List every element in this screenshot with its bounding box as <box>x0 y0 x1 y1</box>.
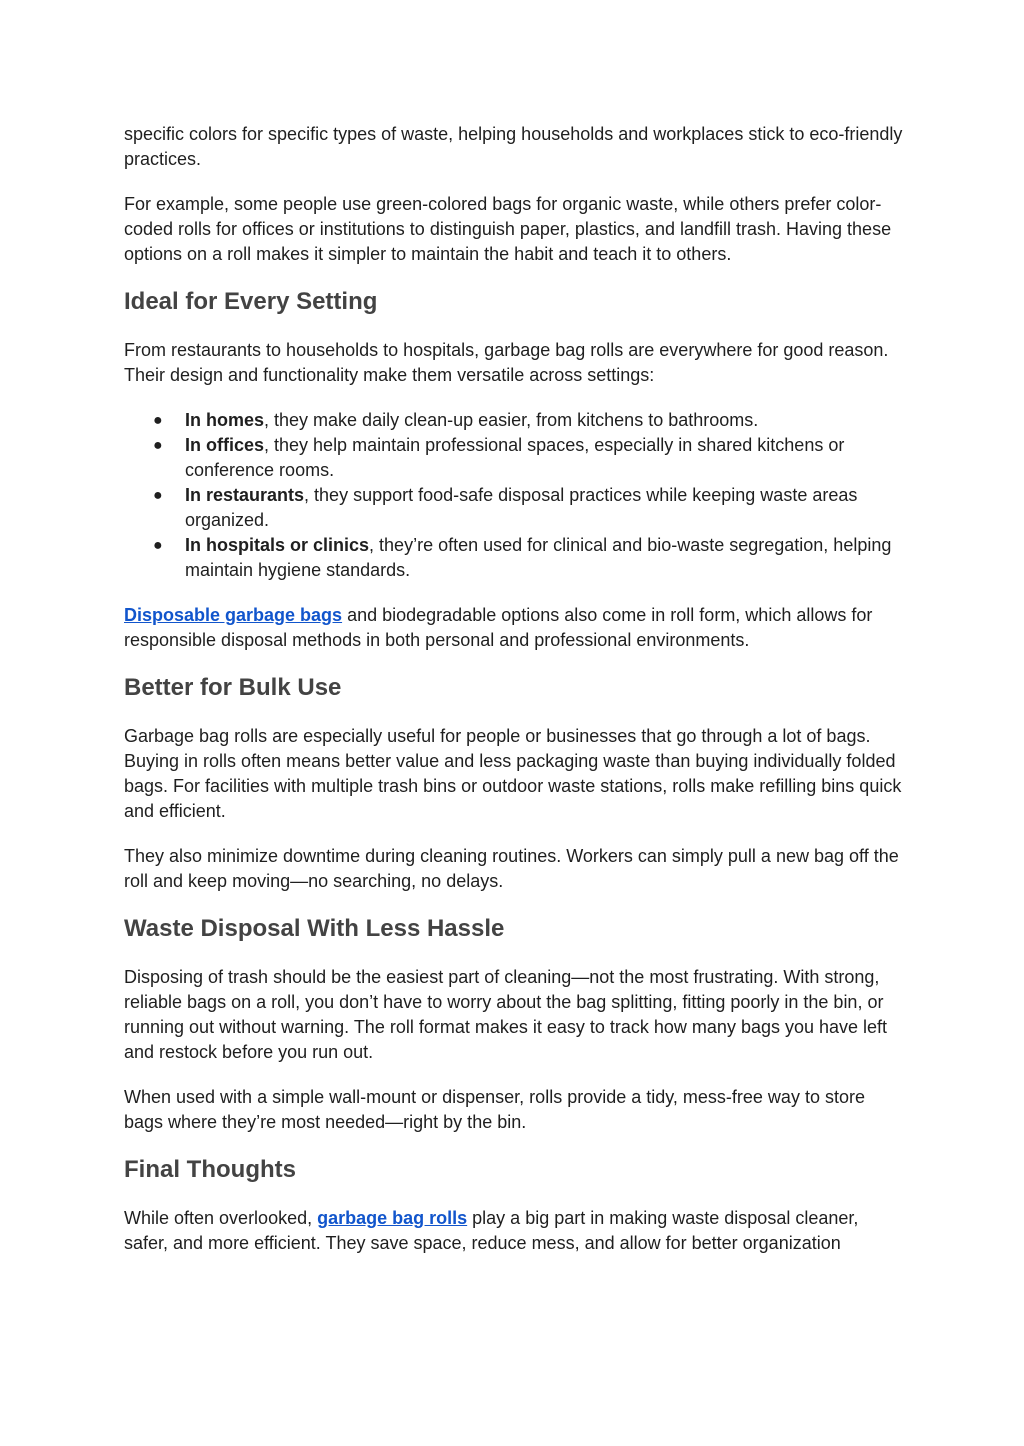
heading-final-thoughts: Final Thoughts <box>124 1156 296 1183</box>
heading-better-for-bulk-use: Better for Bulk Use <box>124 674 342 701</box>
bullet-item-offices <box>153 433 904 483</box>
bullet-dot-icon: ● <box>153 437 163 454</box>
bullet-text: , they make daily clean-up easier, from kitchens to bathrooms. <box>264 410 759 430</box>
ideal-paragraph-2-text: and biodegradable options also come in roll form, which allows for responsible disposal methods in both personal and professional environments. <box>124 605 873 650</box>
bullet-bold-label: In offices <box>185 435 265 455</box>
bullet-dot-icon: ● <box>153 537 163 554</box>
bullet-bold-label: In homes <box>185 410 265 430</box>
disposable-garbage-bags-link[interactable]: Disposable garbage bags <box>124 605 343 625</box>
final-paragraph-1 <box>124 1206 904 1256</box>
ideal-paragraph-1: From restaurants to households to hospitals, garbage bag rolls are everywhere for good reason. Their design and functionality make them versatile across settings: <box>124 340 889 385</box>
final-text-before: While often overlooked, <box>124 1208 318 1228</box>
bullet-item-restaurants <box>153 483 904 533</box>
waste-paragraph-2: When used with a simple wall-mount or dispenser, rolls provide a tidy, mess-free way to store bags where they’re most needed—right by the bin. <box>124 1087 865 1132</box>
heading-ideal-for-every-setting: Ideal for Every Setting <box>124 288 378 315</box>
document-page <box>124 122 904 1276</box>
ideal-paragraph-2 <box>124 603 904 653</box>
bulk-paragraph-2: They also minimize downtime during cleaning routines. Workers can simply pull a new bag off the roll and keep moving—no searching, no delays. <box>124 846 899 891</box>
garbage-bag-rolls-link[interactable]: garbage bag rolls <box>317 1208 468 1228</box>
bullet-bold-label: In hospitals or clinics <box>185 535 370 555</box>
final-text-after: play a big part in making waste disposal cleaner, safer, and more efficient. They save space, reduce mess, and allow for better organization <box>124 1208 859 1253</box>
bullet-text: , they help maintain professional spaces, especially in shared kitchens or conference rooms. <box>185 435 845 480</box>
bullet-dot-icon: ● <box>153 412 163 429</box>
intro-paragraph-1: specific colors for specific types of waste, helping households and workplaces stick to eco-friendly practices. <box>124 124 903 169</box>
settings-bullet-list <box>124 408 904 583</box>
bulk-paragraph-1: Garbage bag rolls are especially useful for people or businesses that go through a lot of bags. Buying in rolls often means better value and less packaging waste than buying individually folded bags. For facilities with multiple trash bins or outdoor waste stations, rolls make refilling bins quick and efficient. <box>124 726 902 821</box>
bullet-bold-label: In restaurants <box>185 485 305 505</box>
bullet-text: , they support food-safe disposal practices while keeping waste areas organized. <box>185 485 858 530</box>
bullet-item-hospitals <box>153 533 904 583</box>
bullet-item-homes <box>153 408 904 433</box>
bullet-dot-icon: ● <box>153 487 163 504</box>
heading-waste-disposal: Waste Disposal With Less Hassle <box>124 915 505 942</box>
waste-paragraph-1: Disposing of trash should be the easiest part of cleaning—not the most frustrating. With strong, reliable bags on a roll, you don’t have to worry about the bag splitting, fitting poorly in the bin, or running out without warning. The roll format makes it easy to track how many bags you have left and restock before you run out. <box>124 967 888 1062</box>
bullet-text: , they’re often used for clinical and bio-waste segregation, helping maintain hygiene standards. <box>185 535 892 580</box>
intro-paragraph-2: For example, some people use green-colored bags for organic waste, while others prefer color-coded rolls for offices or institutions to distinguish paper, plastics, and landfill trash. Having these options on a roll makes it simpler to maintain the habit and teach it to others. <box>124 194 892 264</box>
